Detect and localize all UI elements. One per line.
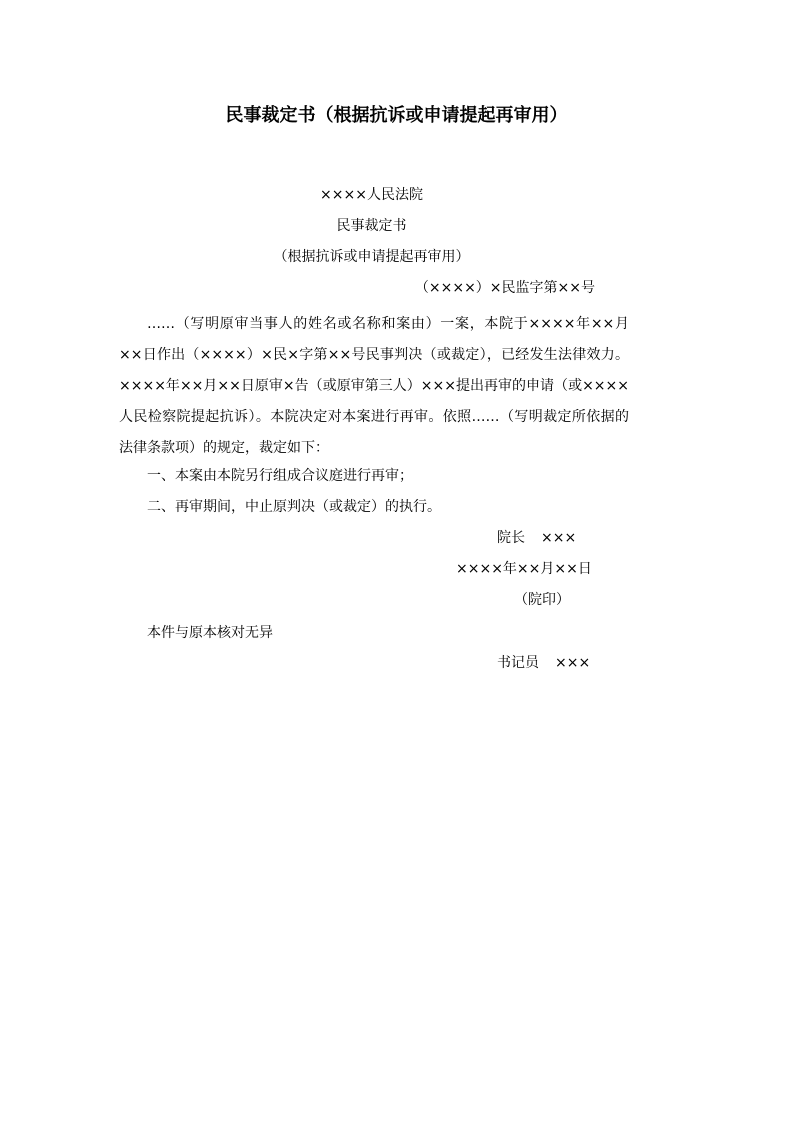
- document-type: 民事裁定书: [336, 218, 407, 234]
- president-name: ×××: [541, 530, 577, 546]
- ruling-date: ××××年××月××日: [456, 561, 592, 577]
- body-paragraph: ……（写明原审当事人的姓名或名称和案由）一案，本院于××××年××月××日作出（××××）×民×字第××号民事判决（或裁定），已经发生法律效力。××××年××月××日原审×告（或原审第三人）×××提出再审的申请（或××××人民检察院提起抗诉）。本院决定对本案进行再审。依照……（写明裁定所依据的法律条款项）的规定，裁定如下：: [119, 316, 629, 456]
- document-title: 民事裁定书（根据抗诉或申请提起再审用）: [225, 105, 568, 126]
- clerk-signature: [497, 653, 590, 673]
- president-signature: [497, 528, 576, 548]
- ruling-item-1: 一、本案由本院另行组成合议庭进行再审；: [147, 468, 413, 484]
- case-number: （××××）×民监字第××号: [414, 280, 595, 296]
- ruling-item-2: 二、再审期间，中止原判决（或裁定）的执行。: [147, 499, 441, 515]
- court-seal: （院印）: [514, 592, 570, 608]
- document-subtype: （根据抗诉或申请提起再审用）: [273, 249, 470, 265]
- court-name: ××××人民法院: [320, 187, 423, 203]
- verification-note: 本件与原本核对无异: [147, 625, 273, 641]
- clerk-name: ×××: [555, 655, 591, 671]
- clerk-title: 书记员: [497, 655, 539, 671]
- president-title: 院长: [497, 530, 525, 546]
